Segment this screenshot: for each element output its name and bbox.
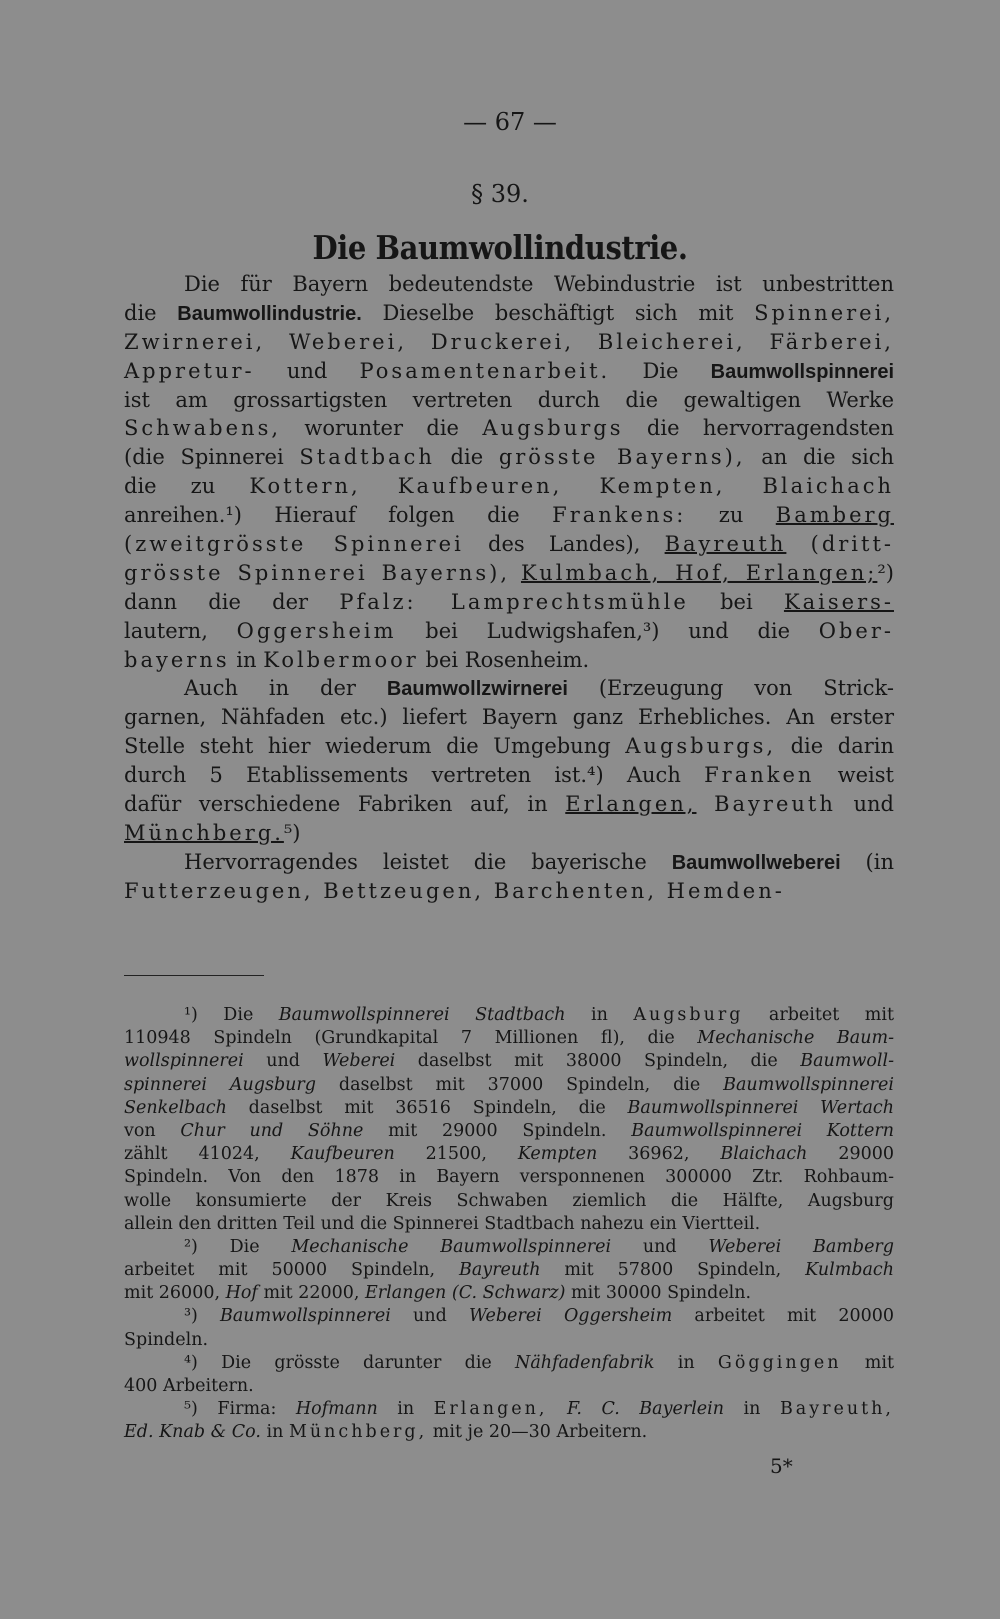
text-run: und bbox=[390, 1306, 469, 1327]
text-run: Kolbermoor bbox=[263, 647, 419, 672]
text-run: Stelle steht hier wiederum die Umgebung bbox=[124, 734, 626, 759]
text-run: Baumwollspinnerei bbox=[710, 360, 894, 383]
text-run: Bayreuth bbox=[664, 532, 787, 557]
text-run: anreihen.¹) Hierauf folgen die bbox=[124, 503, 553, 528]
text-run bbox=[786, 532, 810, 556]
text-run: mit 57800 Spindeln, bbox=[540, 1260, 806, 1281]
body-line bbox=[124, 848, 894, 877]
text-run: arbeitet mit bbox=[743, 1005, 894, 1025]
text-run: in bbox=[654, 1352, 718, 1373]
body-line bbox=[124, 703, 894, 732]
text-run: bayerns bbox=[124, 647, 230, 672]
text-run: lautern, bbox=[124, 618, 237, 643]
text-run: ¹) Die bbox=[184, 1005, 279, 1025]
footnote-line bbox=[124, 1027, 894, 1050]
footnote-line bbox=[124, 1097, 894, 1120]
text-run: Hofmann bbox=[295, 1399, 378, 1420]
section-number: § 39. bbox=[471, 180, 529, 208]
text-run: Kottern, Kaufbeuren, Kempten, Blaichach bbox=[249, 474, 894, 499]
text-run: wollspinnerei bbox=[124, 1051, 244, 1072]
text-run: ³) bbox=[184, 1306, 221, 1327]
text-run: Appretur- bbox=[124, 358, 255, 383]
text-run: Hof bbox=[225, 1283, 258, 1304]
text-run: Pfalz: Lamprechtsmühle bbox=[339, 589, 689, 614]
text-run: worunter die bbox=[281, 416, 483, 441]
text-run: arbeitet mit 20000 bbox=[672, 1306, 895, 1327]
text-run: Baumwollspinnerei Wertach bbox=[627, 1097, 895, 1118]
page-number: — 67 — bbox=[463, 108, 557, 136]
text-run: (die Spinnerei bbox=[124, 445, 300, 470]
text-run: wolle konsumierte der Kreis Schwaben ziemlich die Hälfte, Augsburg bbox=[124, 1190, 894, 1211]
text-run: (zweitgrösste Spinnerei bbox=[124, 532, 464, 557]
body-line bbox=[124, 414, 894, 443]
footnote-line bbox=[124, 1143, 894, 1166]
text-run: F. C. Bayerlein bbox=[566, 1399, 725, 1420]
text-run: Zwirnerei, Weberei, Druckerei, Bleicherei, Färberei, bbox=[124, 329, 894, 354]
text-run: Bayreuth, bbox=[779, 1399, 894, 1420]
footnote-line bbox=[124, 1050, 894, 1073]
text-run: ⁵) Firma: bbox=[184, 1399, 296, 1420]
text-run: Nähfadenfabrik bbox=[515, 1352, 655, 1373]
text-run: ⁵) bbox=[283, 820, 301, 845]
text-run: Baumwollspinnerei bbox=[220, 1306, 391, 1327]
text-run: Ed. Knab & Co. bbox=[124, 1422, 261, 1443]
text-run: Erlangen, bbox=[565, 792, 697, 817]
text-run: grösste Spinnerei Bayerns), bbox=[124, 560, 511, 585]
text-run: mit 26000, bbox=[124, 1283, 226, 1304]
text-run: ist am grossartigsten vertreten durch die gewaltigen Werke bbox=[124, 387, 894, 412]
text-run: Auch in der bbox=[184, 676, 387, 701]
body-text bbox=[124, 270, 894, 906]
text-run: daselbst mit 37000 Spindeln, die bbox=[316, 1074, 724, 1095]
text-run: zählt 41024, bbox=[124, 1144, 291, 1165]
text-run: Kaufbeuren bbox=[290, 1144, 395, 1165]
text-run: Stadtbach bbox=[299, 445, 435, 470]
text-run: die darin bbox=[776, 734, 895, 759]
text-run: Bamberg bbox=[775, 503, 894, 528]
text-run: Weberei Bamberg bbox=[708, 1236, 894, 1257]
body-line bbox=[124, 617, 894, 646]
text-run: daselbst mit 38000 Spindeln, die bbox=[395, 1051, 801, 1072]
body-line bbox=[124, 443, 894, 472]
text-run bbox=[547, 1399, 567, 1419]
footnote-line bbox=[124, 1120, 894, 1143]
text-run: mit je 20—30 Arbeitern. bbox=[427, 1422, 648, 1443]
body-line bbox=[124, 819, 894, 848]
text-run: Baumwollspinnerei Kottern bbox=[631, 1120, 894, 1141]
printer-signature: 5* bbox=[770, 1454, 793, 1478]
footnotes bbox=[124, 1004, 894, 1445]
text-run: Spinnerei, bbox=[754, 300, 894, 325]
text-run: (Erzeugung von Strick- bbox=[567, 676, 894, 701]
text-run: (dritt- bbox=[810, 532, 894, 557]
text-run: Ober- bbox=[818, 618, 894, 643]
text-run: daselbst mit 36516 Spindeln, die bbox=[226, 1097, 628, 1118]
text-run: garnen, Nähfaden etc.) liefert Bayern ganz Erhebliches. An erster bbox=[124, 705, 894, 730]
body-line bbox=[124, 588, 894, 617]
footnote-line bbox=[124, 1305, 894, 1328]
text-run: Posamentenarbeit. bbox=[359, 358, 611, 383]
text-run: Hervorragendes leistet die bayerische bbox=[184, 849, 672, 874]
text-run: ⁴) Die grösste darunter die bbox=[184, 1352, 516, 1373]
text-run: Baumwollzwirnerei bbox=[386, 678, 568, 701]
body-line bbox=[124, 877, 894, 906]
chapter-title: Die Baumwollindustrie. bbox=[312, 228, 688, 267]
text-run: Kulmbach, Hof, Erlangen; bbox=[520, 560, 878, 585]
body-line bbox=[124, 357, 894, 386]
text-run: dafür verschiedene Fabriken auf, in bbox=[124, 792, 566, 817]
body-line bbox=[124, 501, 894, 530]
footnote-line bbox=[124, 1166, 894, 1189]
body-line bbox=[124, 559, 894, 588]
footnote-line bbox=[124, 1282, 894, 1305]
footnote-line bbox=[124, 1190, 894, 1213]
text-run: die zu bbox=[124, 474, 250, 499]
text-run: Die bbox=[610, 358, 711, 383]
text-run: 36962, bbox=[597, 1144, 721, 1165]
text-run: Bayreuth bbox=[714, 792, 836, 817]
text-run: Kaisers- bbox=[783, 589, 894, 614]
text-run bbox=[510, 561, 521, 585]
text-run: durch 5 Etablissements vertreten ist.⁴) Auch bbox=[124, 763, 705, 788]
text-run: Oggersheim bbox=[236, 618, 397, 643]
text-run: an die sich bbox=[745, 445, 894, 470]
body-line bbox=[124, 646, 894, 675]
text-run: Blaichach bbox=[720, 1144, 808, 1165]
text-run: des Landes), bbox=[463, 532, 665, 557]
text-run: Münchberg, bbox=[288, 1422, 428, 1443]
footnote-separator bbox=[124, 975, 264, 976]
text-run: Augsburgs bbox=[482, 416, 624, 441]
text-run: ²) bbox=[877, 560, 894, 585]
body-line bbox=[124, 790, 894, 819]
body-line bbox=[124, 732, 894, 761]
footnote-line bbox=[124, 1259, 894, 1282]
text-run: und bbox=[254, 358, 360, 383]
text-run: Weberei bbox=[322, 1051, 396, 1072]
text-run: 21500, bbox=[394, 1144, 518, 1165]
text-run: mit 22000, bbox=[257, 1283, 366, 1304]
text-run: Franken bbox=[704, 763, 815, 788]
body-line bbox=[124, 328, 894, 357]
text-run: dann die der bbox=[124, 589, 340, 614]
text-run: mit 30000 Spindeln. bbox=[565, 1283, 752, 1304]
body-line bbox=[124, 270, 894, 299]
text-run: Augsburg bbox=[633, 1005, 744, 1025]
text-run: und bbox=[835, 792, 895, 817]
text-run: Frankens: bbox=[552, 503, 687, 528]
text-run: Chur und Söhne bbox=[180, 1120, 364, 1141]
text-run: ²) Die bbox=[184, 1236, 292, 1257]
text-run: Die für Bayern bedeutendste Webindustrie ist unbestritten bbox=[184, 272, 894, 296]
text-run: in bbox=[260, 1422, 289, 1443]
text-run: Baumwollindustrie. bbox=[177, 302, 362, 325]
body-line bbox=[124, 761, 894, 790]
footnote-line bbox=[124, 1329, 894, 1352]
text-run: Dieselbe beschäftigt sich mit bbox=[361, 300, 755, 325]
text-run: Weberei Oggersheim bbox=[468, 1306, 673, 1327]
text-run: Senkelbach bbox=[124, 1097, 227, 1118]
text-run: Erlangen, bbox=[433, 1399, 548, 1420]
text-run: Baumwollweberei bbox=[671, 851, 841, 874]
text-run: 29000 bbox=[807, 1144, 895, 1165]
text-run: in bbox=[229, 647, 264, 672]
footnote-line bbox=[124, 1074, 894, 1097]
text-run: und bbox=[243, 1051, 323, 1072]
body-line bbox=[124, 530, 894, 559]
text-run: die hervorragendsten bbox=[623, 416, 894, 441]
footnote-line bbox=[124, 1236, 894, 1259]
text-run: Kulmbach bbox=[805, 1260, 894, 1281]
footnote-line bbox=[124, 1004, 894, 1027]
text-run: Mechanische Baum- bbox=[697, 1028, 894, 1049]
text-run: Baumwoll- bbox=[800, 1051, 894, 1072]
text-run: Göggingen bbox=[717, 1352, 842, 1373]
text-run: bei Rosenheim. bbox=[418, 647, 590, 672]
text-run: Münchberg. bbox=[124, 820, 284, 845]
text-run: (in bbox=[840, 849, 894, 874]
text-run: die bbox=[124, 300, 178, 325]
text-run: weist bbox=[814, 763, 894, 788]
text-run: Erlangen (C. Schwarz) bbox=[365, 1283, 566, 1304]
footnote-line bbox=[124, 1352, 894, 1375]
text-run: bei Ludwigshafen,³) und die bbox=[396, 618, 819, 643]
text-run: Baumwollspinnerei bbox=[723, 1074, 894, 1095]
text-run: zu bbox=[686, 503, 776, 528]
footnote-line bbox=[124, 1421, 894, 1444]
text-run: Futterzeugen, Bettzeugen, Barchenten, Hemden- bbox=[124, 878, 785, 903]
text-run: Bayreuth bbox=[459, 1260, 541, 1281]
text-run: und bbox=[611, 1236, 709, 1257]
text-run: mit bbox=[841, 1352, 894, 1373]
footnote-line bbox=[124, 1213, 894, 1236]
body-line bbox=[124, 386, 894, 415]
text-run: die bbox=[434, 445, 499, 470]
text-run: Spindeln. Von den 1878 in Bayern versponnenen 300000 Ztr. Rohbaum- bbox=[124, 1167, 894, 1188]
body-line bbox=[124, 472, 894, 501]
text-run: Mechanische Baumwollspinnerei bbox=[291, 1236, 612, 1257]
footnote-line bbox=[124, 1398, 894, 1421]
text-run: in bbox=[565, 1005, 634, 1025]
text-run: Baumwollspinnerei Stadtbach bbox=[278, 1005, 566, 1025]
text-run: allein den dritten Teil und die Spinnerei Stadtbach nahezu ein Viertteil. bbox=[124, 1213, 761, 1234]
text-run: Augsburgs, bbox=[625, 734, 777, 759]
text-run: in bbox=[724, 1399, 780, 1420]
text-run: in bbox=[377, 1399, 434, 1420]
text-run: Spindeln. bbox=[124, 1329, 209, 1350]
text-run: spinnerei Augsburg bbox=[124, 1074, 317, 1095]
body-line bbox=[124, 299, 894, 328]
text-run: bei bbox=[688, 589, 784, 614]
text-run: mit 29000 Spindeln. bbox=[363, 1120, 632, 1141]
text-run: 400 Arbeitern. bbox=[124, 1376, 254, 1396]
text-run: Schwabens, bbox=[124, 416, 282, 441]
text-run: Kempten bbox=[517, 1144, 598, 1165]
body-line bbox=[124, 674, 894, 703]
text-run: von bbox=[124, 1120, 181, 1141]
footnote-line bbox=[124, 1375, 894, 1398]
text-run: grösste Bayerns), bbox=[498, 445, 746, 470]
text-run: arbeitet mit 50000 Spindeln, bbox=[124, 1260, 460, 1281]
text-run: 110948 Spindeln (Grundkapital 7 Millionen fl), die bbox=[124, 1028, 698, 1049]
text-run bbox=[696, 792, 714, 816]
